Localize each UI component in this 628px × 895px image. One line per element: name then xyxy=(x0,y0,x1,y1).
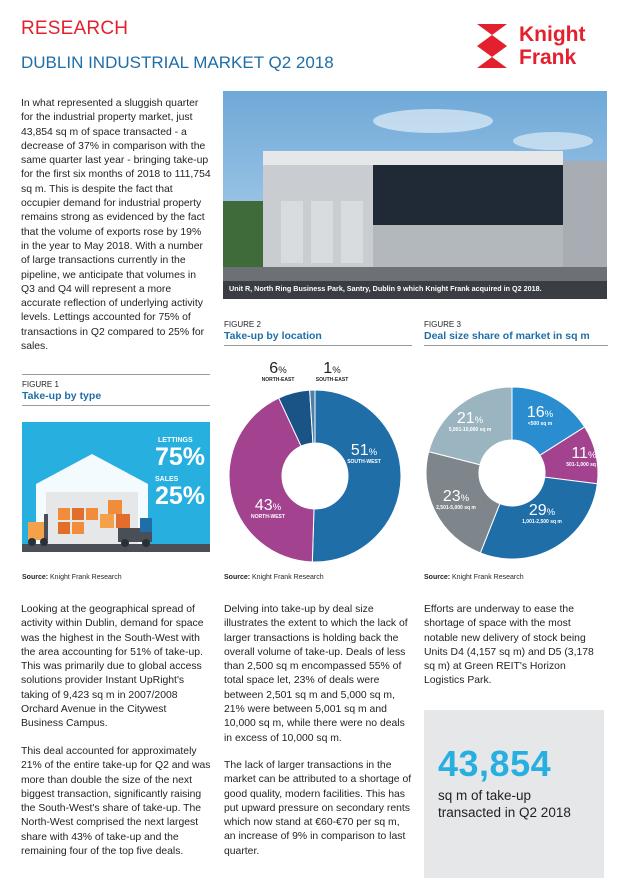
stat-value: 43,854 xyxy=(438,743,552,784)
figure1-top-rule xyxy=(22,374,210,375)
knight-frank-logo-icon xyxy=(477,24,507,68)
figure1-source-prefix: Source: xyxy=(22,574,49,581)
figure1-label: FIGURE 1 xyxy=(22,380,59,389)
dealsize-value-label-5: 21% xyxy=(456,410,484,427)
figure3-source-prefix: Source: xyxy=(424,574,451,581)
section-label: RESEARCH xyxy=(21,18,129,39)
figure3-source-name: Knight Frank Research xyxy=(452,574,524,581)
figure1-title-rule xyxy=(22,405,210,406)
lettings-value: 75% xyxy=(155,443,206,471)
stat-line-1: sq m of take-up xyxy=(438,788,532,803)
figure2-title-rule xyxy=(224,345,412,346)
column2-paragraph2: The lack of larger transactions in the market can be attributed to a shortage of good quality, modern facilities. This has put upward pressure on secondary rents which now stand at €60-€70 per sq m, an increase of 9% in comparison to last quarter. xyxy=(224,760,412,857)
dealsize-inner-ring xyxy=(483,444,541,502)
location-inner-ring xyxy=(286,447,344,505)
figure2-source-prefix: Source: xyxy=(224,574,251,581)
figure2-source xyxy=(224,574,324,581)
sales-label: SALES xyxy=(155,476,179,483)
location-value-label-4: 1% xyxy=(323,360,341,377)
dealsize-value-label-3: 29% xyxy=(528,502,556,519)
location-category-label-4: SOUTH-EAST xyxy=(315,377,349,383)
page-title: DUBLIN INDUSTRIAL MARKET Q2 2018 xyxy=(21,53,334,72)
dealsize-category-label-3: 1,001-2,500 sq m xyxy=(522,519,562,525)
dealsize-value-label-2: 11% xyxy=(571,445,597,462)
column1-paragraph2: This deal accounted for approximately 21% of the entire take-up for Q2 and was more than double the size of the next biggest transaction, significantly raising the South-West's share of take-up. The North-West comprised the next largest share with 43% of take-up and the remaining four of the top five deals. xyxy=(21,746,211,858)
figure2-source-name: Knight Frank Research xyxy=(252,574,324,581)
stat-description xyxy=(438,787,571,821)
figure1-title: Take-up by type xyxy=(22,390,102,402)
location-category-label-1: SOUTH-WEST xyxy=(347,459,381,465)
figure3-source xyxy=(424,574,524,581)
intro-paragraph: In what represented a sluggish quarter for the industrial property market, just 43,854 sq m of space transacted - a decrease of 37% in comparison with the same quarter last year - bringing take-up for the first six months of 2018 to 111,754 sq m. This is despite the fact that occupier demand for industrial property remains strong as evidenced by the fact that the volume of exports rose by 19% in the year to May 2018. With a number of large transactions currently in the pipeline, we anticipate that volumes in Q3 and Q4 will represent a more accurate reflection of underlying activity levels. Lettings accounted for 75% of transactions in Q2 compared to 25% for sales. xyxy=(21,98,211,353)
stat-line-2: transacted in Q2 2018 xyxy=(438,805,571,820)
figure3-title: Deal size share of market in sq m xyxy=(424,330,590,342)
location-category-label-2: NORTH-WEST xyxy=(251,514,285,520)
column2-paragraph1: Delving into take-up by deal size illustrates the extent to which the lack of larger transactions is holding back the overall volume of take-up. Deals of less than 2,500 sq m encompassed 55% of total space let, 23% of deals were between 2,501 sq m and 5,000 sq m, 21% were between 5,001 sq m and 10,000 sq m, while there were no deals in excess of 10,000 sq m. xyxy=(224,604,408,744)
location-value-label-1: 51% xyxy=(350,442,378,459)
dealsize-category-label-1: <500 sq m xyxy=(527,421,553,427)
location-slice-1 xyxy=(312,390,401,562)
dealsize-value-label-1: 16% xyxy=(526,404,554,421)
lettings-label: LETTINGS xyxy=(158,437,193,444)
dealsize-category-label-2: 501-1,000 sq m xyxy=(566,462,602,468)
column1-paragraph1: Looking at the geographical spread of activity within Dublin, demand for space was the highest in the South-West with the area accounting for 51% of take-up. This was primarily due to global access solutions provider Instant UpRight's taking of 9,423 sq m in 2007/2008 Orchard Avenue in the Citywest Business Campus. xyxy=(21,604,204,730)
figure1-infographic xyxy=(22,422,210,552)
photo-caption: Unit R, North Ring Business Park, Santry, Dublin 9 which Knight Frank acquired in Q2 2018. xyxy=(229,284,542,293)
figure3-label: FIGURE 3 xyxy=(424,320,461,329)
dealsize-value-label-4: 23% xyxy=(442,488,470,505)
location-value-label-3: 6% xyxy=(269,360,287,377)
figure3-title-rule xyxy=(424,345,608,346)
logo-line-2: Frank xyxy=(519,46,577,69)
figure3-donut-chart xyxy=(422,355,610,570)
location-category-label-3: NORTH-EAST xyxy=(261,377,295,383)
logo-wordmark xyxy=(519,23,585,69)
location-value-label-2: 43% xyxy=(254,497,282,514)
column3-paragraph1: Efforts are underway to ease the shortage of space with the most notable new delivery of stock being Units D4 (4,157 sq m) and D5 (3,178 sq m) at Green REIT's Horizon Logistics Park. xyxy=(424,604,594,687)
dealsize-category-label-4: 2,501-5,000 sq m xyxy=(436,505,476,511)
logo-line-1: Knight xyxy=(519,23,586,46)
figure2-donut-chart xyxy=(222,355,414,570)
figure2-label: FIGURE 2 xyxy=(224,320,261,329)
sales-value: 25% xyxy=(155,482,206,510)
dealsize-category-label-5: 5,001-10,000 sq m xyxy=(448,427,492,433)
building-photo xyxy=(223,91,607,299)
figure1-source-name: Knight Frank Research xyxy=(50,574,122,581)
figure2-title: Take-up by location xyxy=(224,330,322,342)
figure1-source xyxy=(22,574,122,581)
